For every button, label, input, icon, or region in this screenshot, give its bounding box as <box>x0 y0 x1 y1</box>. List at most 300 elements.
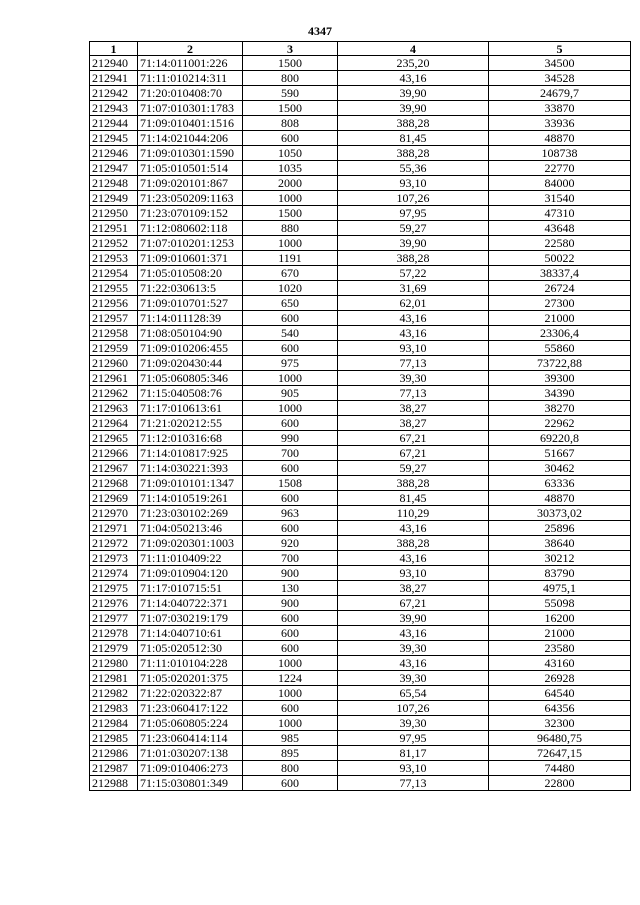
table-cell: 64540 <box>489 686 631 701</box>
table-row <box>90 206 631 221</box>
table-cell: 43,16 <box>338 311 489 326</box>
table-row <box>90 386 631 401</box>
table-row <box>90 491 631 506</box>
table-cell: 212945 <box>90 131 138 146</box>
table-cell: 34528 <box>489 71 631 86</box>
table-cell: 920 <box>243 536 338 551</box>
table-header-row <box>90 42 631 56</box>
table-cell: 43160 <box>489 656 631 671</box>
table-row <box>90 176 631 191</box>
table-cell: 1000 <box>243 656 338 671</box>
column-header: 4 <box>338 42 489 56</box>
table-cell: 71:09:010701:527 <box>138 296 243 311</box>
table-row <box>90 701 631 716</box>
table-cell: 71:05:010508:20 <box>138 266 243 281</box>
table-cell: 97,95 <box>338 731 489 746</box>
table-cell: 71:09:010904:120 <box>138 566 243 581</box>
table-row <box>90 266 631 281</box>
table-cell: 600 <box>243 461 338 476</box>
table-cell: 21000 <box>489 311 631 326</box>
table-cell: 71:14:010817:925 <box>138 446 243 461</box>
column-header: 5 <box>489 42 631 56</box>
table-cell: 39,90 <box>338 86 489 101</box>
table-cell: 71:14:011128:39 <box>138 311 243 326</box>
table-cell: 22800 <box>489 776 631 791</box>
table-cell: 39,90 <box>338 101 489 116</box>
table-cell: 71:09:020101:867 <box>138 176 243 191</box>
table-cell: 212961 <box>90 371 138 386</box>
table-cell: 38640 <box>489 536 631 551</box>
table-cell: 212960 <box>90 356 138 371</box>
table-cell: 880 <box>243 221 338 236</box>
table-cell: 38270 <box>489 401 631 416</box>
table-cell: 71:07:030219:179 <box>138 611 243 626</box>
table-cell: 212950 <box>90 206 138 221</box>
table-cell: 700 <box>243 551 338 566</box>
table-cell: 1500 <box>243 101 338 116</box>
table-cell: 212973 <box>90 551 138 566</box>
table-cell: 71:14:040710:61 <box>138 626 243 641</box>
table-cell: 39,30 <box>338 716 489 731</box>
table-cell: 800 <box>243 761 338 776</box>
table-cell: 212946 <box>90 146 138 161</box>
table-cell: 130 <box>243 581 338 596</box>
table-cell: 51667 <box>489 446 631 461</box>
table-cell: 71:12:010316:68 <box>138 431 243 446</box>
table-cell: 39,30 <box>338 671 489 686</box>
table-cell: 25896 <box>489 521 631 536</box>
table-cell: 67,21 <box>338 596 489 611</box>
table-cell: 63336 <box>489 476 631 491</box>
table-cell: 600 <box>243 341 338 356</box>
table-cell: 71:07:010201:1253 <box>138 236 243 251</box>
table-cell: 71:09:010601:371 <box>138 251 243 266</box>
table-cell: 600 <box>243 131 338 146</box>
table-cell: 212944 <box>90 116 138 131</box>
table-cell: 64356 <box>489 701 631 716</box>
table-cell: 71:11:010104:228 <box>138 656 243 671</box>
table-cell: 39300 <box>489 371 631 386</box>
table-cell: 600 <box>243 626 338 641</box>
table-cell: 21000 <box>489 626 631 641</box>
table-cell: 16200 <box>489 611 631 626</box>
table-cell: 43,16 <box>338 521 489 536</box>
table-cell: 32300 <box>489 716 631 731</box>
table-cell: 71:14:040722:371 <box>138 596 243 611</box>
table-cell: 71:14:030221:393 <box>138 461 243 476</box>
table-cell: 71:05:060805:346 <box>138 371 243 386</box>
table-row <box>90 596 631 611</box>
table-cell: 55860 <box>489 341 631 356</box>
table-cell: 71:01:030207:138 <box>138 746 243 761</box>
table-cell: 212951 <box>90 221 138 236</box>
table-row <box>90 656 631 671</box>
table-cell: 1000 <box>243 236 338 251</box>
table-cell: 93,10 <box>338 341 489 356</box>
table-cell: 1224 <box>243 671 338 686</box>
table-cell: 600 <box>243 776 338 791</box>
table-cell: 212974 <box>90 566 138 581</box>
table-cell: 48870 <box>489 491 631 506</box>
table-cell: 71:21:020212:55 <box>138 416 243 431</box>
table-cell: 71:11:010214:311 <box>138 71 243 86</box>
table-cell: 71:09:010301:1590 <box>138 146 243 161</box>
column-header: 2 <box>138 42 243 56</box>
table-row <box>90 641 631 656</box>
table-cell: 212952 <box>90 236 138 251</box>
table-row <box>90 281 631 296</box>
table-cell: 212955 <box>90 281 138 296</box>
table-cell: 59,27 <box>338 221 489 236</box>
table-cell: 71:09:010206:455 <box>138 341 243 356</box>
table-row <box>90 236 631 251</box>
column-header: 1 <box>90 42 138 56</box>
table-cell: 600 <box>243 491 338 506</box>
table-row <box>90 401 631 416</box>
table-cell: 1035 <box>243 161 338 176</box>
table-cell: 212975 <box>90 581 138 596</box>
table-cell: 600 <box>243 641 338 656</box>
table-cell: 27300 <box>489 296 631 311</box>
table-cell: 71:09:020430:44 <box>138 356 243 371</box>
table-row <box>90 146 631 161</box>
table-cell: 71:15:030801:349 <box>138 776 243 791</box>
table-row <box>90 686 631 701</box>
table-cell: 71:05:020201:375 <box>138 671 243 686</box>
table-cell: 71:23:070109:152 <box>138 206 243 221</box>
table-cell: 1508 <box>243 476 338 491</box>
table-row <box>90 671 631 686</box>
table-cell: 900 <box>243 596 338 611</box>
table-cell: 212953 <box>90 251 138 266</box>
table-cell: 590 <box>243 86 338 101</box>
table-cell: 23306,4 <box>489 326 631 341</box>
table-cell: 71:09:020301:1003 <box>138 536 243 551</box>
table-cell: 39,90 <box>338 236 489 251</box>
table-row <box>90 371 631 386</box>
table-cell: 71:23:060414:114 <box>138 731 243 746</box>
table-cell: 212983 <box>90 701 138 716</box>
table-cell: 212954 <box>90 266 138 281</box>
table-cell: 212963 <box>90 401 138 416</box>
table-cell: 388,28 <box>338 146 489 161</box>
table-cell: 62,01 <box>338 296 489 311</box>
table-cell: 212949 <box>90 191 138 206</box>
table-cell: 33870 <box>489 101 631 116</box>
table-cell: 71:09:010401:1516 <box>138 116 243 131</box>
table-cell: 212947 <box>90 161 138 176</box>
table-cell: 107,26 <box>338 191 489 206</box>
table-cell: 1000 <box>243 371 338 386</box>
table-cell: 212948 <box>90 176 138 191</box>
table-cell: 50022 <box>489 251 631 266</box>
table-cell: 96480,75 <box>489 731 631 746</box>
table-row <box>90 551 631 566</box>
table-row <box>90 431 631 446</box>
table-cell: 212969 <box>90 491 138 506</box>
table-cell: 1191 <box>243 251 338 266</box>
table-cell: 71:20:010408:70 <box>138 86 243 101</box>
table-cell: 963 <box>243 506 338 521</box>
table-row <box>90 311 631 326</box>
table-row <box>90 626 631 641</box>
table-cell: 31,69 <box>338 281 489 296</box>
table-cell: 388,28 <box>338 251 489 266</box>
page-number: 4347 <box>308 24 332 38</box>
table-cell: 81,45 <box>338 491 489 506</box>
table-cell: 71:22:020322:87 <box>138 686 243 701</box>
table-cell: 22962 <box>489 416 631 431</box>
table-cell: 808 <box>243 116 338 131</box>
table-cell: 1500 <box>243 206 338 221</box>
table-cell: 23580 <box>489 641 631 656</box>
table-row <box>90 116 631 131</box>
table-cell: 38,27 <box>338 416 489 431</box>
table-row <box>90 761 631 776</box>
table-cell: 1000 <box>243 401 338 416</box>
table-cell: 985 <box>243 731 338 746</box>
table-cell: 212956 <box>90 296 138 311</box>
table-cell: 71:17:010613:61 <box>138 401 243 416</box>
column-header: 3 <box>243 42 338 56</box>
table-cell: 71:09:010406:273 <box>138 761 243 776</box>
table-cell: 77,13 <box>338 386 489 401</box>
table-row <box>90 356 631 371</box>
table-row <box>90 476 631 491</box>
table-cell: 1050 <box>243 146 338 161</box>
table-cell: 71:14:010519:261 <box>138 491 243 506</box>
table-cell: 24679,7 <box>489 86 631 101</box>
table-cell: 905 <box>243 386 338 401</box>
table-cell: 57,22 <box>338 266 489 281</box>
table-cell: 110,29 <box>338 506 489 521</box>
table-cell: 73722,88 <box>489 356 631 371</box>
table-cell: 43,16 <box>338 626 489 641</box>
table-cell: 212986 <box>90 746 138 761</box>
table-cell: 39,30 <box>338 371 489 386</box>
table-cell: 77,13 <box>338 356 489 371</box>
table-row <box>90 581 631 596</box>
table-cell: 1000 <box>243 716 338 731</box>
table-cell: 212959 <box>90 341 138 356</box>
table-cell: 900 <box>243 566 338 581</box>
table-cell: 33936 <box>489 116 631 131</box>
table-cell: 71:17:010715:51 <box>138 581 243 596</box>
table-cell: 43,16 <box>338 71 489 86</box>
table-row <box>90 506 631 521</box>
table-cell: 212978 <box>90 626 138 641</box>
table-row <box>90 611 631 626</box>
table-cell: 540 <box>243 326 338 341</box>
table-cell: 65,54 <box>338 686 489 701</box>
table-body <box>90 56 631 791</box>
table-cell: 235,20 <box>338 56 489 71</box>
table-cell: 83790 <box>489 566 631 581</box>
table-cell: 71:05:010501:514 <box>138 161 243 176</box>
table-cell: 212943 <box>90 101 138 116</box>
table-cell: 34500 <box>489 56 631 71</box>
table-cell: 69220,8 <box>489 431 631 446</box>
table-cell: 38337,4 <box>489 266 631 281</box>
table-cell: 212971 <box>90 521 138 536</box>
table-cell: 212977 <box>90 611 138 626</box>
table-cell: 71:05:020512:30 <box>138 641 243 656</box>
table-cell: 600 <box>243 521 338 536</box>
table-cell: 93,10 <box>338 761 489 776</box>
table-cell: 47310 <box>489 206 631 221</box>
table-cell: 31540 <box>489 191 631 206</box>
table-cell: 71:08:050104:90 <box>138 326 243 341</box>
table-row <box>90 521 631 536</box>
table-cell: 71:15:040508:76 <box>138 386 243 401</box>
table-cell: 107,26 <box>338 701 489 716</box>
table-cell: 1500 <box>243 56 338 71</box>
table-cell: 93,10 <box>338 176 489 191</box>
table-row <box>90 326 631 341</box>
table-cell: 388,28 <box>338 116 489 131</box>
table-cell: 77,13 <box>338 776 489 791</box>
table-cell: 39,30 <box>338 641 489 656</box>
table-cell: 39,90 <box>338 611 489 626</box>
table-cell: 212962 <box>90 386 138 401</box>
table-cell: 71:11:010409:22 <box>138 551 243 566</box>
table-row <box>90 296 631 311</box>
table-cell: 1000 <box>243 191 338 206</box>
table-row <box>90 101 631 116</box>
table-cell: 43648 <box>489 221 631 236</box>
table-cell: 97,95 <box>338 206 489 221</box>
table-cell: 2000 <box>243 176 338 191</box>
table-row <box>90 776 631 791</box>
table-cell: 34390 <box>489 386 631 401</box>
table-cell: 600 <box>243 416 338 431</box>
table-cell: 55,36 <box>338 161 489 176</box>
table-cell: 71:23:050209:1163 <box>138 191 243 206</box>
table-row <box>90 536 631 551</box>
table-cell: 212968 <box>90 476 138 491</box>
table-cell: 388,28 <box>338 476 489 491</box>
table-row <box>90 716 631 731</box>
table-cell: 67,21 <box>338 446 489 461</box>
table-cell: 22770 <box>489 161 631 176</box>
table-cell: 800 <box>243 71 338 86</box>
table-cell: 84000 <box>489 176 631 191</box>
table-row <box>90 131 631 146</box>
table-cell: 108738 <box>489 146 631 161</box>
table-cell: 650 <box>243 296 338 311</box>
table-cell: 212972 <box>90 536 138 551</box>
table-cell: 38,27 <box>338 581 489 596</box>
table-cell: 30373,02 <box>489 506 631 521</box>
table-cell: 71:07:010301:1783 <box>138 101 243 116</box>
table-cell: 4975,1 <box>489 581 631 596</box>
table-cell: 212984 <box>90 716 138 731</box>
table-cell: 212940 <box>90 56 138 71</box>
table-cell: 212987 <box>90 761 138 776</box>
table-cell: 71:04:050213:46 <box>138 521 243 536</box>
table-cell: 1000 <box>243 686 338 701</box>
table-cell: 71:09:010101:1347 <box>138 476 243 491</box>
table-cell: 22580 <box>489 236 631 251</box>
table-cell: 30212 <box>489 551 631 566</box>
table-cell: 212958 <box>90 326 138 341</box>
table-cell: 71:22:030613:5 <box>138 281 243 296</box>
table-cell: 388,28 <box>338 536 489 551</box>
table-cell: 600 <box>243 701 338 716</box>
table-cell: 59,27 <box>338 461 489 476</box>
table-cell: 990 <box>243 431 338 446</box>
table-cell: 212965 <box>90 431 138 446</box>
table-cell: 212941 <box>90 71 138 86</box>
table-cell: 212979 <box>90 641 138 656</box>
table-cell: 212970 <box>90 506 138 521</box>
table-cell: 71:23:030102:269 <box>138 506 243 521</box>
table-cell: 48870 <box>489 131 631 146</box>
table-row <box>90 191 631 206</box>
table-cell: 81,17 <box>338 746 489 761</box>
table-cell: 30462 <box>489 461 631 476</box>
table-cell: 71:05:060805:224 <box>138 716 243 731</box>
table-cell: 67,21 <box>338 431 489 446</box>
table-cell: 212981 <box>90 671 138 686</box>
register-table <box>89 41 631 791</box>
table-cell: 71:23:060417:122 <box>138 701 243 716</box>
table-row <box>90 446 631 461</box>
table-cell: 670 <box>243 266 338 281</box>
table-row <box>90 746 631 761</box>
table-cell: 212942 <box>90 86 138 101</box>
table-cell: 700 <box>243 446 338 461</box>
table-row <box>90 341 631 356</box>
table-cell: 43,16 <box>338 551 489 566</box>
table-row <box>90 416 631 431</box>
table-cell: 81,45 <box>338 131 489 146</box>
table-row <box>90 71 631 86</box>
table-cell: 212957 <box>90 311 138 326</box>
table-row <box>90 56 631 71</box>
table-cell: 43,16 <box>338 326 489 341</box>
table-cell: 212980 <box>90 656 138 671</box>
table-cell: 212985 <box>90 731 138 746</box>
table-cell: 212966 <box>90 446 138 461</box>
table-cell: 26724 <box>489 281 631 296</box>
table-cell: 71:14:011001:226 <box>138 56 243 71</box>
table-cell: 26928 <box>489 671 631 686</box>
table-cell: 212982 <box>90 686 138 701</box>
table-cell: 212988 <box>90 776 138 791</box>
table-row <box>90 161 631 176</box>
table-cell: 93,10 <box>338 566 489 581</box>
table-cell: 55098 <box>489 596 631 611</box>
table-row <box>90 461 631 476</box>
table-cell: 71:12:080602:118 <box>138 221 243 236</box>
table-cell: 600 <box>243 611 338 626</box>
table-cell: 212967 <box>90 461 138 476</box>
table-cell: 212976 <box>90 596 138 611</box>
table-row <box>90 221 631 236</box>
table-cell: 600 <box>243 311 338 326</box>
table-cell: 72647,15 <box>489 746 631 761</box>
table-cell: 43,16 <box>338 656 489 671</box>
table-cell: 975 <box>243 356 338 371</box>
table-cell: 895 <box>243 746 338 761</box>
table-row <box>90 731 631 746</box>
table-cell: 212964 <box>90 416 138 431</box>
table-row <box>90 86 631 101</box>
table-cell: 1020 <box>243 281 338 296</box>
table-row <box>90 566 631 581</box>
table-cell: 74480 <box>489 761 631 776</box>
